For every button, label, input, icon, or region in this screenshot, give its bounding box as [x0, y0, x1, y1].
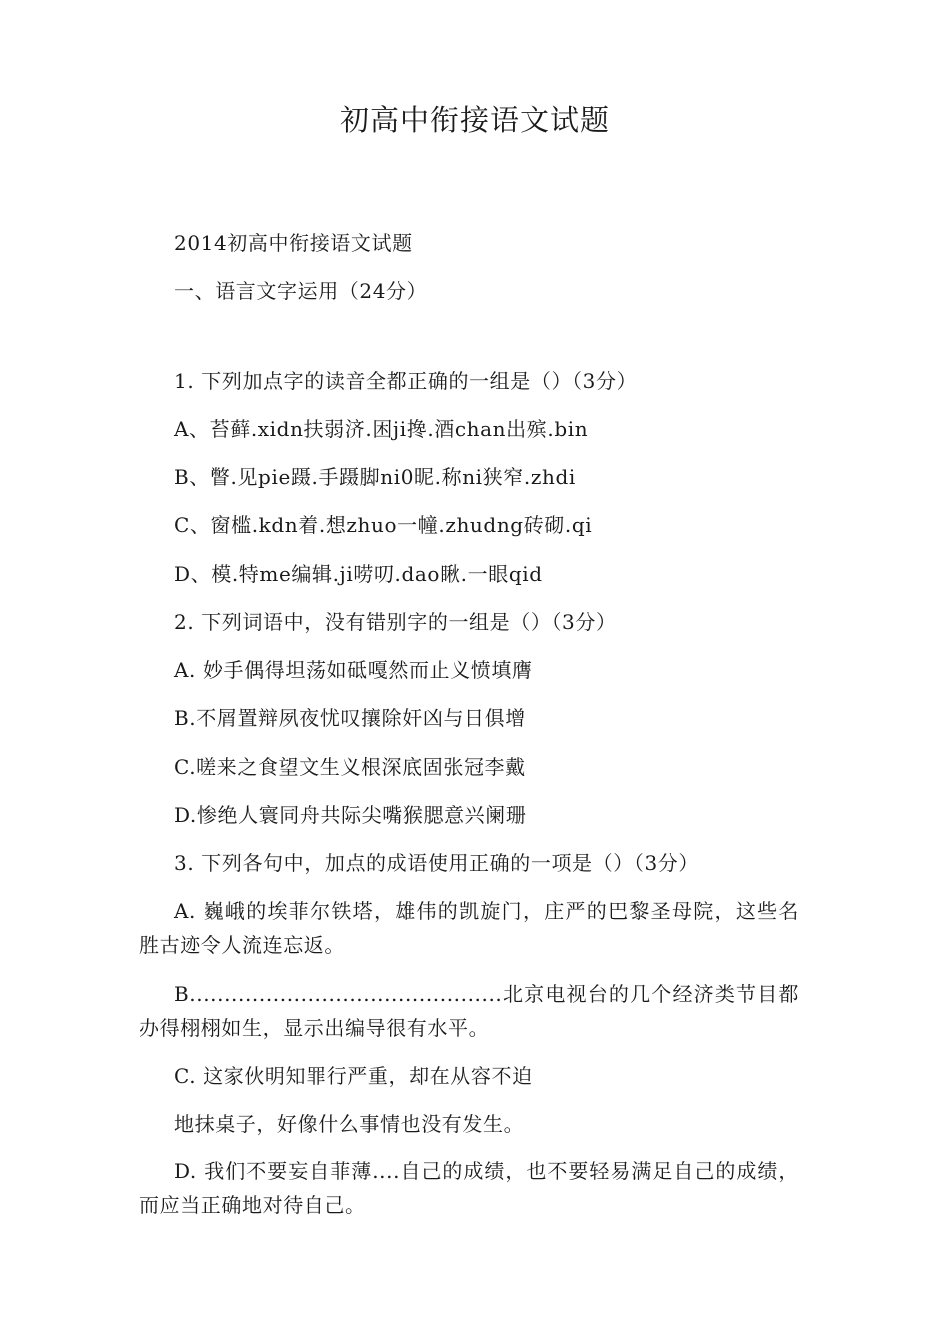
- document-title: 初高中衔接语文试题: [339, 103, 610, 137]
- question-2-option-b: B.不屑置辩夙夜忧叹攘除奸凶与日俱增: [174, 706, 526, 730]
- question-1-option-c: C、窗槛.kdn着.想zhuo一幢.zhudng砖砌.qi: [174, 513, 593, 537]
- question-1-option-a: A、苔藓.xidn扶弱济.困ji搀.酒chan出殡.bin: [174, 417, 589, 441]
- document-subtitle: 2014初高中衔接语文试题: [174, 231, 413, 255]
- section-heading: 一、语言文字运用（24分）: [174, 279, 428, 303]
- question-1-option-b: B、瞥.见pie蹑.手蹑脚ni0昵.称ni狭窄.zhdi: [174, 465, 576, 489]
- question-1-option-d: D、模.特me编辑.ji唠叨.dao瞅.一眼qid: [174, 562, 543, 586]
- question-3-stem: 3. 下列各句中，加点的成语使用正确的一项是（）（3分）: [174, 851, 699, 875]
- question-2-stem: 2. 下列词语中，没有错别字的一组是（）（3分）: [174, 610, 617, 634]
- question-3-option-c-line2: 地抹桌子，好像什么事情也没有发生。: [174, 1112, 525, 1136]
- question-3-option-b: B.............................................北京电视台的几个经济类节目都办得栩栩如生，显示出编导很有水平。: [139, 982, 799, 1040]
- question-2-option-d: D.惨绝人寰同舟共际尖嘴猴腮意兴阑珊: [174, 803, 527, 827]
- question-3-option-c-line1: C. 这家伙明知罪行严重，却在从容不迫: [174, 1064, 533, 1088]
- question-2-option-c: C.嗟来之食望文生义根深底固张冠李戴: [174, 755, 526, 779]
- question-3-option-a: A. 巍峨的埃菲尔铁塔，雄伟的凯旋门，庄严的巴黎圣母院，这些名胜古迹令人流连忘返。: [139, 899, 799, 957]
- question-2-option-a: A. 妙手偶得坦荡如砥嘎然而止义愤填膺: [174, 658, 533, 682]
- question-1-stem: 1. 下列加点字的读音全都正确的一组是（）（3分）: [174, 369, 638, 393]
- question-3-option-d: D. 我们不要妄自菲薄....自己的成绩，也不要轻易满足自己的成绩，而应当正确地对待自己。: [139, 1159, 799, 1217]
